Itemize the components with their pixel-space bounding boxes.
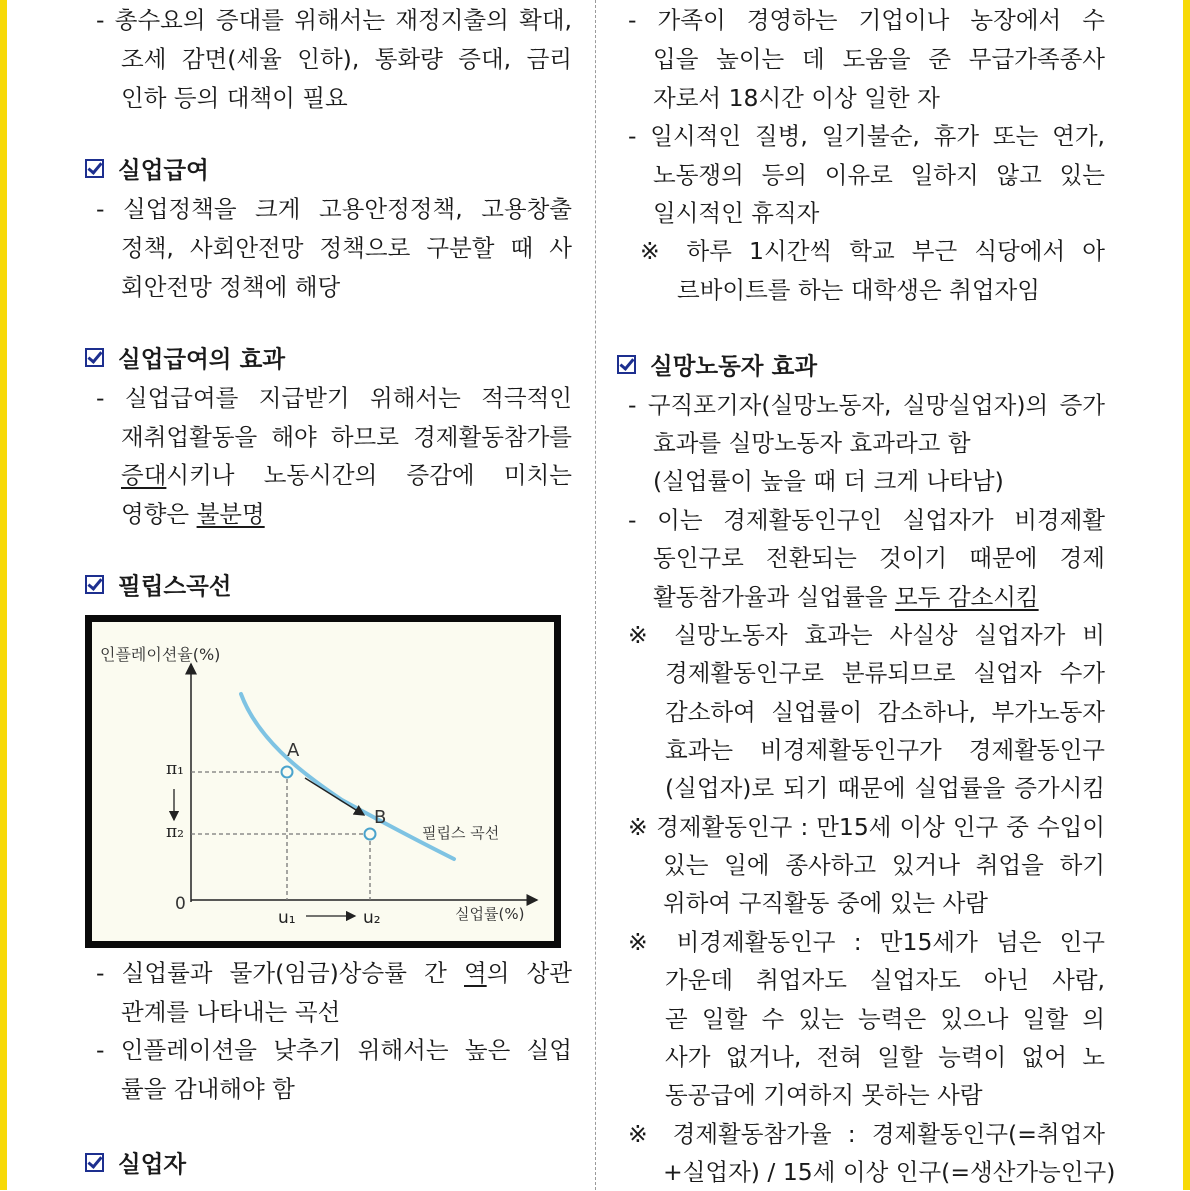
text-line: 활동참가율과 실업률을 모두 감소시킴 [653, 583, 1039, 611]
y-tick-pi2: π₂ [166, 822, 184, 842]
yellow-border-left [0, 0, 7, 1190]
text-line: 동인구로 전환되는 것이기 때문에 경제 [653, 544, 1105, 572]
text-line: - 가족이 경영하는 기업이나 농장에서 수 [628, 6, 1105, 34]
y-tick-pi1: π₁ [166, 759, 184, 779]
text-line: 영향은 불분명 [121, 500, 265, 528]
chart-background [92, 622, 554, 941]
yellow-border-right [1183, 0, 1190, 1190]
text-line: - 총수요의 증대를 위해서는 재정지출의 확대, [96, 6, 572, 34]
text-line: - 실업률과 물가(임금)상승률 간 역의 상관 [96, 959, 572, 987]
chart-svg [92, 622, 554, 941]
x-tick-u2: u₂ [363, 908, 381, 928]
section-heading-unemployment-benefit: 실업급여 [85, 151, 572, 189]
note-line: +실업자) / 15세 이상 인구(=생산가능인구) [663, 1158, 1116, 1186]
note-line: 사가 없거나, 전혀 일할 능력이 없어 노 [665, 1043, 1105, 1071]
note-line: 동공급에 기여하지 못하는 사람 [665, 1081, 983, 1109]
note-line: 위하여 구직활동 중에 있는 사람 [663, 889, 988, 917]
underlined-text: 모두 감소시킴 [894, 583, 1039, 611]
checkbox-icon [85, 159, 104, 178]
note-line: 감소하여 실업률이 감소하나, 부가노동자 [665, 698, 1105, 726]
point-label-b: B [374, 807, 387, 828]
text-line: - 실업급여를 지급받기 위해서는 적극적인 [96, 384, 572, 412]
text-line: 입을 높이는 데 도움을 준 무급가족종사 [653, 45, 1105, 73]
x-axis-label: 실업률(%) [455, 905, 525, 923]
text-line: 정책, 사회안전망 정책으로 구분할 때 사 [121, 234, 572, 262]
text-line: (실업률이 높을 때 더 크게 나타남) [653, 467, 1004, 495]
text-line: - 일시적인 질병, 일기불순, 휴가 또는 연가, [628, 122, 1105, 150]
underlined-text: 역 [464, 959, 487, 987]
text-line: 률을 감내해야 함 [121, 1075, 295, 1103]
note-line: 르바이트를 하는 대학생은 취업자임 [677, 276, 1040, 304]
text-line: 자로서 18시간 이상 일한 자 [653, 84, 940, 112]
note-line: ※ 비경제활동인구 : 만15세가 넘은 인구 [628, 928, 1105, 956]
note-line: ※ 경제활동인구 : 만15세 이상 인구 중 수입이 [628, 813, 1105, 841]
text-line: 효과를 실망노동자 효과라고 함 [653, 429, 971, 457]
origin-label: 0 [175, 894, 186, 914]
note-line: ※ 하루 1시간씩 학교 부근 식당에서 아 [640, 237, 1105, 265]
text-line: 증대시키나 노동시간의 증감에 미치는 [121, 461, 572, 489]
text-line: 노동쟁의 등의 이유로 일하지 않고 있는 [653, 161, 1105, 189]
text-line: 재취업활동을 해야 하므로 경제활동참가를 [121, 423, 572, 451]
underlined-text: 불분명 [196, 500, 265, 528]
text-line: 회안전망 정책에 해당 [121, 273, 341, 301]
text-line: - 이는 경제활동인구인 실업자가 비경제활 [628, 506, 1105, 534]
phillips-curve-chart [85, 615, 561, 948]
note-line: ※ 실망노동자 효과는 사실상 실업자가 비 [628, 621, 1105, 649]
checkbox-icon [85, 575, 104, 594]
underlined-text: 증대 [121, 461, 167, 489]
note-line: (실업자)로 되기 때문에 실업률을 증가시킴 [665, 774, 1105, 802]
note-line: 경제활동인구로 분류되므로 실업자 수가 [665, 659, 1105, 687]
point-label-a: A [287, 740, 300, 761]
section-heading-unemployed: 실업자 [85, 1145, 572, 1183]
note-line: 곧 일할 수 있는 능력은 있으나 일할 의 [665, 1005, 1105, 1033]
column-divider [595, 0, 596, 1190]
text-line: 조세 감면(세율 인하), 통화량 증대, 금리 [121, 45, 572, 73]
text-line: - 구직포기자(실망노동자, 실망실업자)의 증가 [628, 391, 1105, 419]
checkbox-icon [85, 348, 104, 367]
text-line: - 인플레이션을 낮추기 위해서는 높은 실업 [96, 1036, 572, 1064]
note-line: 있는 일에 종사하고 있거나 취업을 하기 [663, 851, 1105, 879]
note-line: 가운데 취업자도 실업자도 아닌 사람, [665, 966, 1105, 994]
curve-label: 필립스 곡선 [422, 824, 500, 842]
checkbox-icon [85, 1153, 104, 1172]
note-line: 효과는 비경제활동인구가 경제활동인구 [665, 736, 1105, 764]
point-b [365, 829, 376, 840]
x-tick-u1: u₁ [278, 908, 296, 928]
section-heading-benefit-effect: 실업급여의 효과 [85, 340, 572, 378]
text-line: 일시적인 휴직자 [653, 199, 820, 227]
text-line: 인하 등의 대책이 필요 [121, 84, 348, 112]
section-heading-discouraged-worker: 실망노동자 효과 [617, 347, 1105, 385]
y-axis-label: 인플레이션율(%) [100, 645, 221, 664]
text-line: - 실업정책을 크게 고용안정정책, 고용창출 [96, 195, 572, 223]
section-heading-phillips-curve: 필립스곡선 [85, 567, 572, 605]
point-a [282, 767, 293, 778]
note-line: ※ 경제활동참가율 : 경제활동인구(=취업자 [628, 1120, 1105, 1148]
text-line: 관계를 나타내는 곡선 [121, 998, 341, 1026]
checkbox-icon [617, 355, 636, 374]
